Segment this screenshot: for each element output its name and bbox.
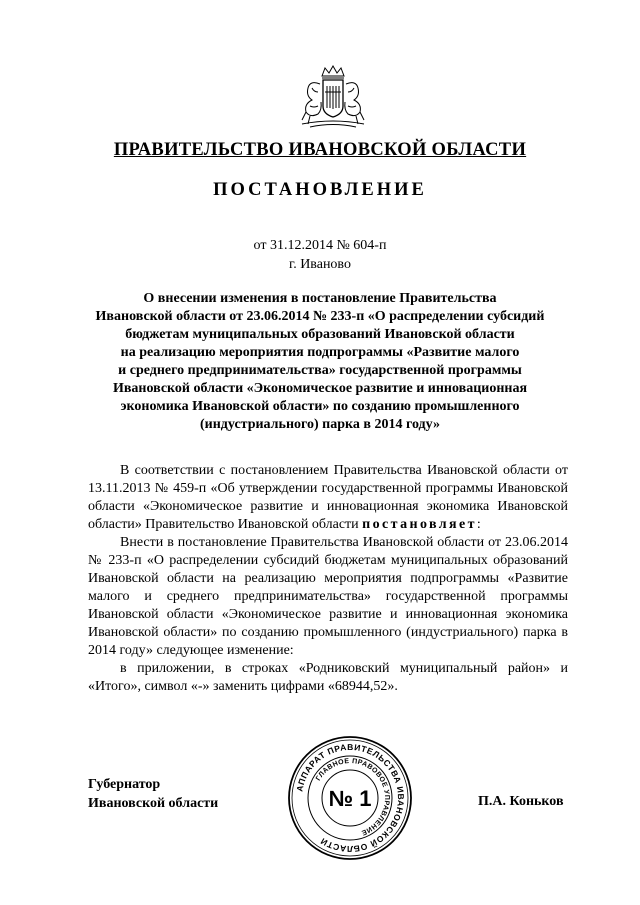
subject-line: экономика Ивановской области» по созданию промышленного (120, 399, 520, 414)
signatory-title (88, 775, 218, 813)
resolution-keyword: постановляет (362, 517, 477, 532)
subject-line: бюджетам муниципальных образований Ивановской области (125, 327, 515, 342)
preamble-colon: : (476, 517, 481, 532)
stamp-inner-ring-text: ГЛАВНОЕ ПРАВОВОЕ УПРАВЛЕНИЕ (315, 757, 391, 836)
government-title: ПРАВИТЕЛЬСТВО ИВАНОВСКОЙ ОБЛАСТИ (113, 140, 527, 160)
subject-line: О внесении изменения в постановление Правительства (143, 291, 497, 306)
document-city: г. Иваново (289, 257, 351, 272)
signatory-title-line: Ивановской области (88, 796, 219, 811)
subject-line: и среднего предпринимательства» государственной программы (118, 363, 522, 378)
body-paragraph-preamble (88, 462, 568, 534)
coat-of-arms-icon (292, 62, 374, 130)
preamble-text: В соответствии с постановлением Правительства Ивановской области от 13.11.2013 № 459-п «Об утверждении государственной программы Ивановской области «Экономическое развитие и инновационная экономика Ивановской области» Правительство Ивановской области (88, 463, 568, 532)
subject-line: на реализацию мероприятия подпрограммы «Развитие малого (120, 345, 520, 360)
document-body (88, 462, 568, 696)
signatory-name: П.А. Коньков (478, 794, 564, 809)
signatory-title-line: Губернатор (88, 777, 161, 792)
document-subject (70, 290, 570, 434)
official-stamp (287, 735, 413, 861)
subject-line: Ивановской области «Экономическое развитие и инновационная (112, 381, 528, 396)
body-paragraph-amendment: Внести в постановление Правительства Ивановской области от 23.06.2014 № 233-п «О распределении субсидий бюджетам муниципальных образований Ивановской области на реализацию мероприятия подпрограммы «Развитие малого и среднего предпринимательства» государственной программы Ивановской области «Экономическое развитие и инновационная экономика Ивановской области» по созданию промышленного (индустриального) парка в 2014 году» следующее изменение: (88, 535, 568, 658)
stamp-ring-text: АППАРАТ ПРАВИТЕЛЬСТВА ИВАНОВСКОЙ ОБЛАСТИ (294, 741, 407, 855)
document-date-number: от 31.12.2014 № 604-п (253, 238, 387, 253)
subject-line: Ивановской области от 23.06.2014 № 233-п «О распределении субсидий (95, 309, 545, 324)
body-paragraph-change: в приложении, в строках «Родниковский муниципальный район» и «Итого», символ «-» заменить цифрами «68944,52». (88, 661, 568, 694)
subject-line: (индустриального) парка в 2014 году» (200, 417, 440, 432)
stamp-number: № 1 (328, 786, 372, 811)
document-type: ПОСТАНОВЛЕНИЕ (213, 180, 427, 200)
